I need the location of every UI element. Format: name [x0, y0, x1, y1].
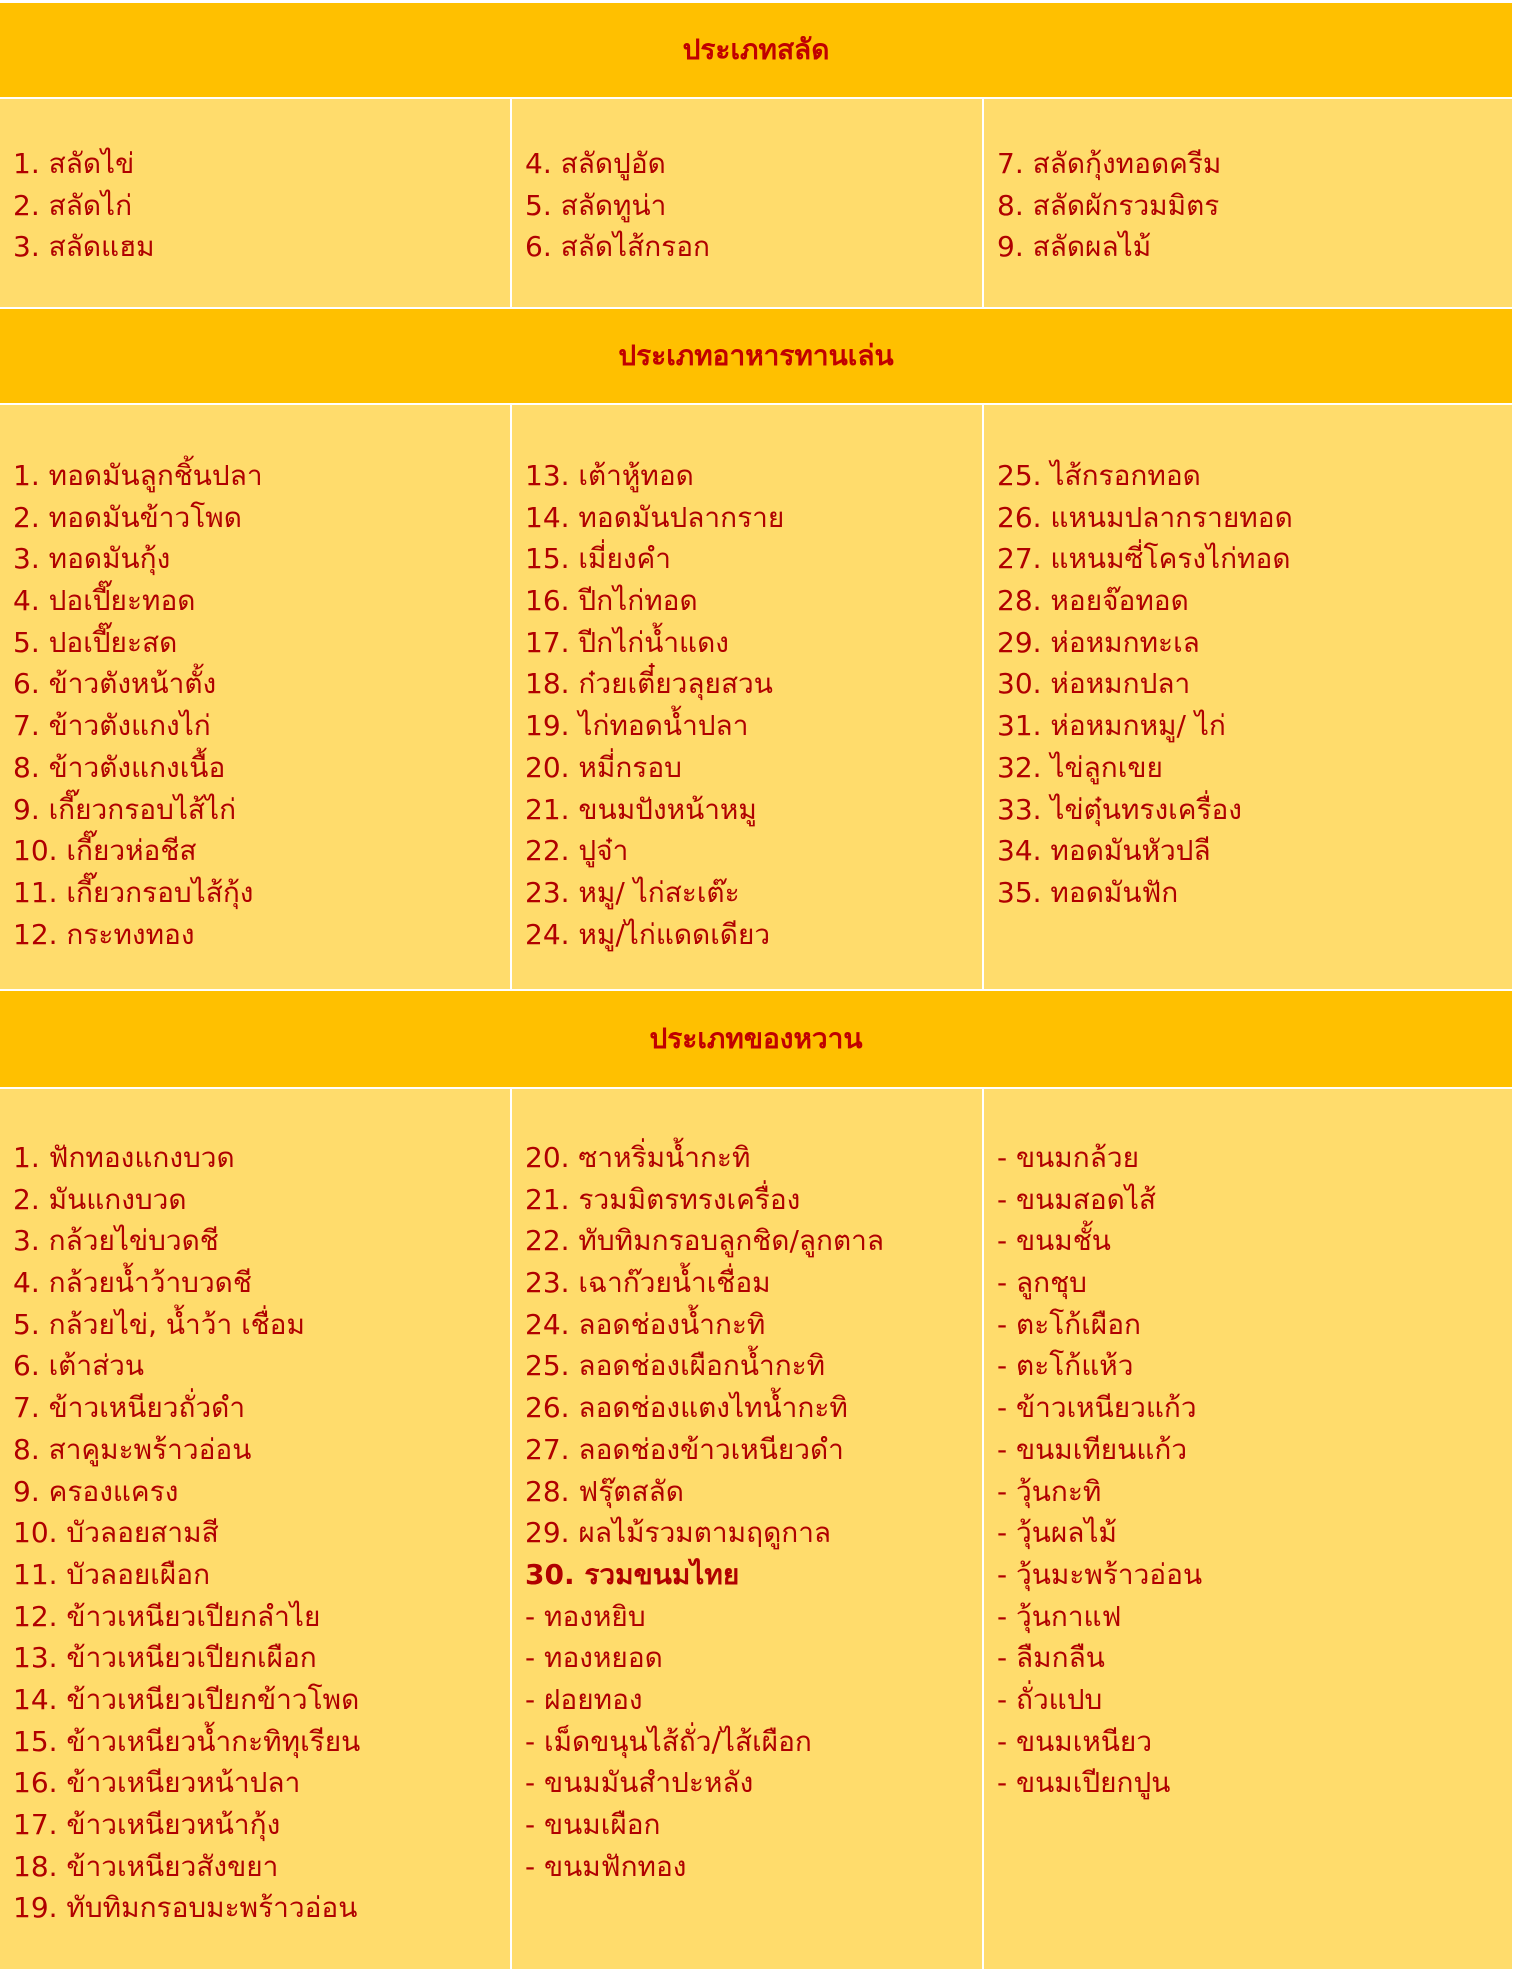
menu-item: 1. สลัดไข่ [13, 147, 135, 180]
section-title-snack: ประเภทอาหารทานเล่น [618, 339, 894, 372]
menu-item: 34. ทอดมันหัวปลี [997, 834, 1211, 868]
menu-item: 13. ข้าวเหนียวเปียกเผือก [13, 1641, 317, 1675]
menu-item: 20. ซาหริ่มน้ำกะทิ [525, 1141, 751, 1174]
menu-item: - ขนมเหนียว [997, 1724, 1153, 1758]
menu-item: 29. ผลไม้รวมตามฤดูกาล [525, 1516, 832, 1550]
menu-item: 23. เฉาก๊วยน้ำเชื่อม [525, 1266, 771, 1300]
menu-item: - ขนมฟักทอง [525, 1849, 687, 1883]
menu-item: 25. ไส้กรอกทอด [997, 459, 1201, 492]
menu-item: 4. สลัดปูอัด [525, 147, 666, 180]
menu-item: 5. สลัดทูน่า [525, 188, 667, 222]
menu-item: 25. ลอดช่องเผือกน้ำกะทิ [525, 1349, 826, 1383]
dessert-column-3 [982, 1089, 1512, 1969]
menu-item: 6. สลัดไส้กรอก [525, 230, 710, 264]
menu-item: 14. ข้าวเหนียวเปียกข้าวโพด [13, 1682, 360, 1716]
menu-item: 14. ทอดมันปลากราย [525, 500, 785, 534]
menu-item: 8. ข้าวตังแกงเนื้อ [13, 750, 226, 784]
menu-item: 19. ทับทิมกรอบมะพร้าวอ่อน [13, 1891, 358, 1925]
salad-column-2 [510, 99, 982, 307]
menu-item: 28. ฟรุ๊ตสลัด [525, 1474, 684, 1508]
menu-item: 30. รวมขนมไทย [525, 1557, 740, 1591]
menu-item: 4. กล้วยน้ำว้าบวดชี [13, 1266, 252, 1300]
menu-item: 27. แหนมซี่โครงไก่ทอด [997, 542, 1291, 576]
menu-item: 26. แหนมปลากรายทอด [997, 500, 1293, 534]
menu-item: 5. กล้วยไข่, น้ำว้า เชื่อม [13, 1307, 305, 1341]
menu-item: 2. สลัดไก่ [13, 188, 133, 222]
section-header-snack [0, 309, 1512, 405]
snack-column-3 [982, 405, 1512, 989]
menu-item: 35. ทอดมันฟัก [997, 875, 1179, 909]
menu-item: 7. ข้าวตังแกงไก่ [13, 709, 211, 743]
dessert-column-1 [0, 1089, 510, 1969]
menu-item: 9. เกี๊ยวกรอบไส้ไก่ [13, 792, 237, 826]
menu-item: - ขนมมันสำปะหลัง [525, 1766, 754, 1800]
menu-item: - ทองหยอด [525, 1641, 663, 1675]
menu-item: 21. ขนมปังหน้าหมู [525, 792, 757, 826]
menu-item: 6. ข้าวตังหน้าตั้ง [13, 667, 217, 701]
dessert-column-2 [510, 1089, 982, 1969]
menu-item: 3. ทอดมันกุ้ง [13, 542, 171, 576]
menu-item: 32. ไข่ลูกเขย [997, 750, 1163, 784]
menu-item: 33. ไข่ตุ๋นทรงเครื่อง [997, 792, 1242, 826]
menu-item: 17. ข้าวเหนียวหน้ากุ้ง [13, 1808, 281, 1841]
menu-item: 12. กระทงทอง [13, 917, 195, 951]
section-title-dessert: ประเภทของหวาน [649, 1022, 863, 1055]
menu-item: 28. หอยจ๊อทอด [997, 584, 1189, 618]
menu-item: 30. ห่อหมกปลา [997, 667, 1191, 701]
menu-item: 29. ห่อหมกทะเล [997, 625, 1200, 659]
menu-item: 11. เกี๊ยวกรอบไส้กุ้ง [13, 875, 254, 909]
menu-item: - วุ้นมะพร้าวอ่อน [997, 1557, 1203, 1591]
menu-item: 10. เกี๊ยวห่อชีส [13, 834, 197, 868]
menu-item: 6. เต้าส่วน [13, 1349, 145, 1383]
menu-item: 11. บัวลอยเผือก [13, 1557, 211, 1591]
menu-item: 16. ข้าวเหนียวหน้าปลา [13, 1766, 301, 1800]
menu-item: 9. ครองแครง [13, 1474, 179, 1508]
section-body-dessert [0, 1089, 1512, 1971]
menu-item: 2. ทอดมันข้าวโพด [13, 500, 242, 534]
menu-item: - วุ้นกะทิ [997, 1474, 1102, 1508]
section-body-salad [0, 99, 1512, 309]
menu-item: 12. ข้าวเหนียวเปียกลำไย [13, 1599, 321, 1633]
menu-item: 2. มันแกงบวด [13, 1182, 187, 1216]
menu-item: 15. ข้าวเหนียวน้ำกะทิทุเรียน [13, 1724, 361, 1758]
menu-item: 21. รวมมิตรทรงเครื่อง [525, 1182, 801, 1216]
menu-item: - ทองหยิบ [525, 1599, 646, 1633]
salad-column-1 [0, 99, 510, 307]
snack-column-1 [0, 405, 510, 989]
menu-item: 4. ปอเปี๊ยะทอด [13, 584, 196, 618]
menu-item: - ฝอยทอง [525, 1682, 643, 1716]
section-header-dessert [0, 991, 1512, 1089]
menu-item: - ขนมเทียนแก้ว [997, 1432, 1188, 1466]
menu-item: 16. ปีกไก่ทอด [525, 584, 698, 618]
menu-item: - เม็ดขนุนไส้ถั่ว/ไส้เผือก [525, 1724, 812, 1758]
menu-item: - วุ้นผลไม้ [997, 1516, 1117, 1550]
menu-item: 22. ทับทิมกรอบลูกชิด/ลูกตาล [525, 1224, 885, 1258]
menu-item: 17. ปีกไก่น้ำแดง [525, 625, 729, 659]
menu-item: 9. สลัดผลไม้ [997, 230, 1152, 264]
menu-item: 3. กล้วยไข่บวดชี [13, 1224, 219, 1258]
menu-item: - ขนมชั้น [997, 1224, 1111, 1258]
snack-column-2 [510, 405, 982, 989]
menu-item: 13. เต้าหู้ทอด [525, 459, 694, 492]
menu-item: 8. สลัดผักรวมมิตร [997, 188, 1220, 222]
menu-item: 19. ไก่ทอดน้ำปลา [525, 709, 749, 743]
menu-item: 22. ปูจ๋า [525, 834, 629, 868]
menu-item: - ขนมกล้วย [997, 1141, 1139, 1174]
menu-item: - ขนมเปียกปูน [997, 1766, 1171, 1800]
section-body-snack [0, 405, 1512, 991]
menu-item: 10. บัวลอยสามสี [13, 1516, 219, 1550]
menu-item: 24. หมู/ไก่แดดเดียว [525, 917, 771, 951]
menu-table [0, 3, 1512, 1971]
menu-item: 1. ฟักทองแกงบวด [13, 1141, 235, 1174]
menu-item: 15. เมี่ยงคำ [525, 542, 671, 576]
menu-item: 18. ก๋วยเตี๋ยวลุยสวน [525, 667, 773, 701]
menu-item: 18. ข้าวเหนียวสังขยา [13, 1849, 279, 1883]
menu-item: - ลูกชุบ [997, 1266, 1087, 1300]
menu-item: 24. ลอดช่องน้ำกะทิ [525, 1307, 766, 1341]
menu-item: 8. สาคูมะพร้าวอ่อน [13, 1432, 252, 1466]
section-title-salad: ประเภทสลัด [682, 33, 830, 66]
menu-item: 26. ลอดช่องแตงไทน้ำกะทิ [525, 1391, 848, 1425]
menu-item: 27. ลอดช่องข้าวเหนียวดำ [525, 1432, 844, 1466]
menu-item: - ตะโก้เผือก [997, 1307, 1141, 1341]
menu-item: 31. ห่อหมกหมู/ ไก่ [997, 709, 1226, 743]
menu-item: 7. ข้าวเหนียวถั่วดำ [13, 1391, 246, 1425]
menu-item: - ข้าวเหนียวแก้ว [997, 1391, 1197, 1425]
menu-item: - วุ้นกาแฟ [997, 1599, 1122, 1633]
menu-item: - ขนมสอดไส้ [997, 1182, 1157, 1216]
menu-item: 5. ปอเปี๊ยะสด [13, 625, 178, 659]
menu-item: 23. หมู/ ไก่สะเต๊ะ [525, 875, 740, 909]
menu-item: - ตะโก้แห้ว [997, 1349, 1134, 1383]
menu-item: - ลืมกลืน [997, 1641, 1105, 1675]
menu-item: 7. สลัดกุ้งทอดครีม [997, 147, 1222, 180]
menu-item: 20. หมี่กรอบ [525, 750, 682, 784]
salad-column-3 [982, 99, 1512, 307]
section-header-salad [0, 3, 1512, 99]
menu-item: - ขนมเผือก [525, 1808, 661, 1841]
menu-item: - ถั่วแปบ [997, 1682, 1103, 1716]
menu-item: 3. สลัดแฮม [13, 230, 155, 264]
menu-item: 1. ทอดมันลูกชิ้นปลา [13, 459, 263, 492]
